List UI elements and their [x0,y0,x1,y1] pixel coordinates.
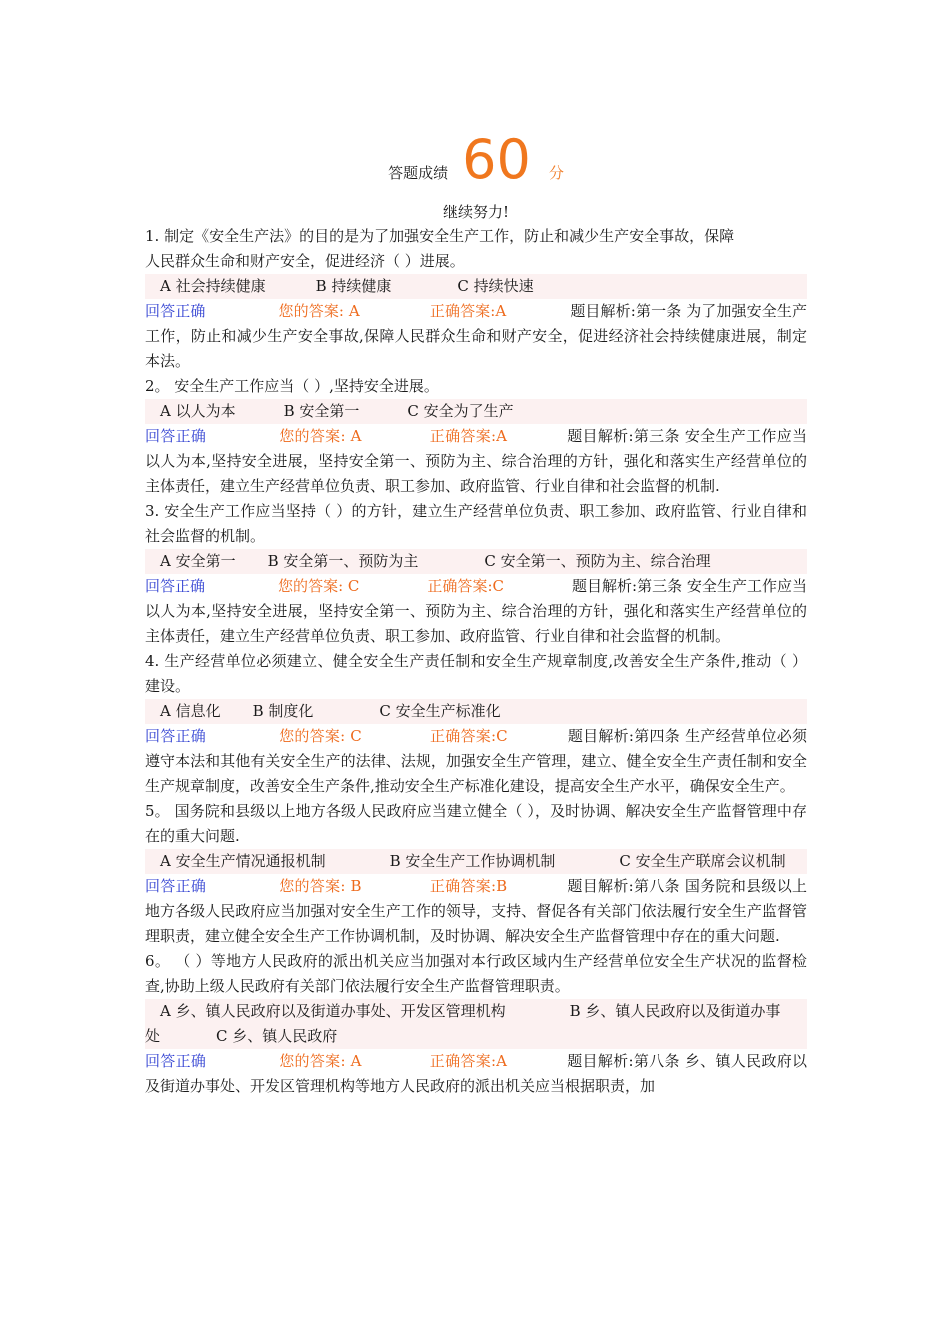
question-3 [145,499,807,649]
score-value: 60 [462,128,531,191]
question-6 [145,949,807,1099]
option-a: A 信息化 [160,702,221,720]
option-c: C 安全生产标准化 [379,702,501,720]
explanation: 题目解析:第三条 安全生产工作应当以人为本,坚持安全进展，坚持安全第一、预防为主、综合治理的方针，强化和落实生产经营单位的主体责任，建立生产经营单位负责、职工参加、政府监管、行业自律和社会监督的机制. [145,427,807,495]
correct-answer: 正确答案:A [429,1052,507,1070]
option-c: C 乡、镇人民政府 [216,1027,338,1045]
options-row [145,399,807,424]
correct-answer: 正确答案:A [429,302,507,320]
encourage-text: 继续努力! [442,203,510,221]
question-2 [145,374,807,499]
option-b: B 持续健康 [315,277,392,295]
answer-feedback [145,299,807,374]
score-unit: 分 [548,164,564,182]
your-answer: 您的答案: A [278,302,360,320]
question-text-line: 1. 制定《安全生产法》的目的是为了加强安全生产工作，防止和减少生产安全事故，保障 [145,227,735,245]
question-text [145,224,807,274]
option-b: B 安全第一 [283,402,360,420]
option-a: A 安全生产情况通报机制 [160,852,326,870]
option-a: A 社会持续健康 [160,277,266,295]
explanation: 题目解析:第四条 生产经营单位必须遵守本法和其他有关安全生产的法律、法规，加强安全生产管理，建立、健全安全生产责任制和安全生产规章制度，改善安全生产条件,推动安全生产标准化建设，提高安全生产水平，确保安全生产。 [145,727,807,795]
correct-flag: 回答正确 [145,877,207,895]
answer-feedback [145,724,807,799]
options-row [145,849,807,874]
explanation: 题目解析:第八条 国务院和县级以上地方各级人民政府应当加强对安全生产工作的领导，支持、督促各有关部门依法履行安全生产监督管理职责，建立健全安全生产工作协调机制，及时协调、解决安全生产监督管理中存在的重大问题. [145,877,808,945]
option-a: A 以人为本 [160,402,236,420]
correct-answer: 正确答案:B [429,877,508,895]
question-text: 3. 安全生产工作应当坚持（ ）的方针，建立生产经营单位负责、职工参加、政府监管、行业自律和社会监督的机制。 [145,502,807,545]
option-c: C 持续快速 [457,277,534,295]
score-label: 答题成绩 [388,164,449,182]
correct-answer: 正确答案:A [429,427,507,445]
question-text: 2。 安全生产工作应当（ ）,坚持安全进展。 [145,377,439,395]
your-answer: 您的答案: C [278,577,360,595]
question-1 [145,224,807,374]
question-text: 6。 （ ）等地方人民政府的派出机关应当加强对本行政区域内生产经营单位安全生产状况的监督检查,协助上级人民政府有关部门依法履行安全生产监督管理职责。 [145,952,807,995]
your-answer: 您的答案: C [279,727,362,745]
question-text-line: 人民群众生命和财产安全，促进经济（ ）进展。 [145,252,465,270]
correct-answer: 正确答案:C [427,577,504,595]
option-b: B 制度化 [252,702,314,720]
question-4 [145,649,807,799]
answer-feedback [145,424,807,499]
option-b: B 安全第一、预防为主 [267,552,419,570]
option-a: A 乡、镇人民政府以及街道办事处、开发区管理机构 [160,1002,506,1020]
question-text: 4. 生产经营单位必须建立、健全安全生产责任制和安全生产规章制度,改善安全生产条件,推动（ ）建设。 [145,652,807,695]
correct-flag: 回答正确 [145,1052,207,1070]
answer-feedback [145,574,807,649]
answer-feedback [145,874,807,949]
options-row [145,699,807,724]
explanation: 题目解析:第一条 为了加强安全生产工作，防止和减少生产安全事故,保障人民群众生命和财产安全，促进经济社会持续健康进展，制定本法。 [145,302,808,370]
correct-answer: 正确答案:C [429,727,508,745]
option-c: C 安全第一、预防为主、综合治理 [484,552,711,570]
question-5 [145,799,807,949]
correct-flag: 回答正确 [145,577,206,595]
option-c: C 安全生产联席会议机制 [619,852,786,870]
correct-flag: 回答正确 [145,302,206,320]
score-line [145,128,807,192]
explanation: 题目解析:第三条 安全生产工作应当以人为本,坚持安全进展，坚持安全第一、预防为主、综合治理的方针，强化和落实生产经营单位的主体责任，建立生产经营单位负责、职工参加、政府监管、行业自律和社会监督的机制。 [145,577,807,645]
correct-flag: 回答正确 [145,427,207,445]
question-text: 5。 国务院和县级以上地方各级人民政府应当建立健全（ ），及时协调、解决安全生产监督管理中存在的重大问题. [145,802,807,845]
your-answer: 您的答案: A [279,1052,362,1070]
options-row [145,999,807,1049]
option-c: C 安全为了生产 [407,402,514,420]
options-row [145,274,807,299]
option-b: B 乡、镇人民政府以及街道办事处 [145,1002,781,1045]
your-answer: 您的答案: A [279,427,362,445]
correct-flag: 回答正确 [145,727,207,745]
explanation: 题目解析:第八条 乡、镇人民政府以及街道办事处、开发区管理机构等地方人民政府的派出机关应当根据职责，加 [145,1052,807,1095]
option-a: A 安全第一 [160,552,236,570]
your-answer: 您的答案: B [279,877,362,895]
option-b: B 安全生产工作协调机制 [389,852,556,870]
answer-feedback [145,1049,807,1099]
options-row [145,549,807,574]
question-list [145,224,807,1099]
